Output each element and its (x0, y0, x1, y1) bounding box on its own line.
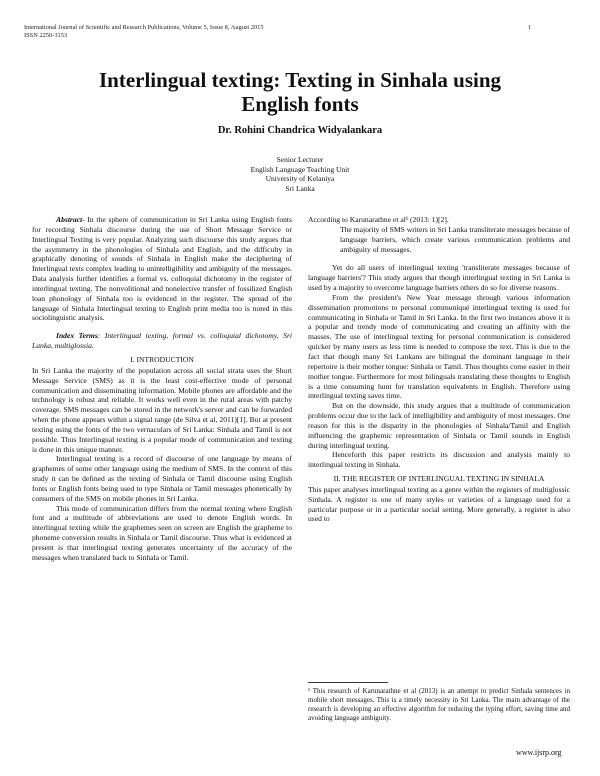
paper-title: Interlingual texting: Texting in Sinhala using English fonts (98, 68, 502, 116)
section-heading-introduction: I. INTRODUCTION (130, 354, 194, 364)
paragraph: In Sri Lanka the majority of the population across all social strata uses the Short Message Service (SMS) as it is the least cost-effective mode of personal communication and disseminating information. Mobile phones are affordable and the technology is robust and reliable. It works well even in the rural areas with patchy coverage. SMS messages can be stored in the network's server and can be forwarded when the phone appears within a signal range (de Silva et al, 2011)[1]. But at present texting using the fonts of the two vernaculars of Sri Lanka: Sinhala and Tamil is not possible. Thus Interlingual texting is a popular mode of communication and texting is done in this unique manner. (32, 365, 292, 454)
footnote: ¹ This research of Karunarathne et al (2013) is an attempt to predict Sinhala sentences in mobile short messages. This is a timely necessity in Sri Lanka. The main advantage of the research is developing an effective algorithm for reducing the typing effort, saving time and avoiding language ambiguity. (308, 687, 570, 723)
index-terms (32, 331, 292, 351)
page-number: 1 (528, 24, 532, 31)
right-column (308, 215, 570, 524)
footnote-rule (308, 682, 388, 683)
left-column (32, 215, 292, 563)
paragraph: From the president's New Year message through various information dissemination promotions to personal communiqué interlingual texting is used for communicating in Sinhala or Tamil in Sri Lanka. In the first two instances above it is a popular and trendy mode of communicating and creating an affinity with the masses. The use of interlingual texting for personal communication is considered quicker by many users as less time is needed to compose the text. This is due to the fact that though many Sri Lankans are bilingual the dominant language in their repertoire is their mother tongue: Sinhala or Tamil. Thus thoughts come easier in their mother tongue. Furthermore for most bilinguals translating these thoughts to English is a time consuming hunt for translation equivalents in English. Therefore using interlingual texting saves time. (308, 292, 570, 401)
affiliation-line: Sri Lanka (285, 183, 315, 193)
journal-name: International Journal of Scientific and Research Publications, Volume 5, Issue 8, August 2015 (24, 24, 264, 31)
paragraph: This paper analyses interlingual texting as a genre within the registers of multiglossic Sinhala. A register is one of many styles or varieties of a language used for a particular purpose or in a particular social setting. More generally, a register is also used to (308, 484, 570, 524)
affiliation-line: English Language Teaching Unit (250, 164, 350, 174)
footer-url[interactable]: www.ijsrp.org (516, 748, 562, 757)
paragraph: This mode of communication differs from the normal texting where English font and a multitude of abbreviations are used to denote English words. In interlingual texting while the graphemes seen on screen are English the grapheme to phoneme conversion results in Sinhala or Tamil discourse. Thus what is evidenced at present is that interlingual texting generates uncertainty of the accuracy of the messages when translated back to Sinhala or Tamil. (32, 503, 292, 562)
paragraph: But on the downside, this study argues that a multitude of communication problems occur due to the lack of intelligibility and ambiguity of most messages. One reason for this is the disparity in the phonologies of Sinhala/Tamil and English influencing the graphemic representation of Sinhala or Tamil sounds in English during interlingual texting. (308, 401, 570, 450)
paragraph: Henceforth this paper restricts its discussion and analysis mainly to interlingual texting in Sinhala. (308, 450, 570, 470)
block-quote: The majority of SMS writers in Sri Lanka transliterate messages because of language barriers, which create various communication problems and ambiguity of messages. (340, 224, 570, 254)
issn: ISSN 2250-3153 (24, 32, 68, 39)
abstract-label: Abstract- (56, 215, 85, 224)
author-name: Dr. Rohini Chandrica Widyalankara (217, 125, 383, 136)
affiliation-line: Senior Lecturer (276, 155, 324, 164)
paragraph: Interlingual texting is a record of discourse of one language by means of graphemes of some other language using the medium of SMS. In the context of this study it can be defined as the texting of Sinhala or Tamil discourse using English fonts or English fonts being used to type Sinhala or Tamil messages phonetically by consumers of the SMS on mobile phones in Sri Lanka. (32, 454, 292, 503)
affiliation-line: University of Kelaniya (265, 174, 335, 184)
abstract-text: In the sphere of communication in Sri Lanka using English fonts for recording Sinhala discourse during the use of Short Message Service or Interlingual Texting is very popular. Analyzing such discourse this study argues that the asymmetry in the phonologies of Sinhala and English, and the difficulty in graphically denoting of sounds of Sinhala in English make the deciphering of Interlingual texts complex leading to unintelligibility and ambiguity of the messages. Data analysis further identifies a formal vs. colloquial dichotomy in the register of interlingual texting. The nonvolitional and nonelective transfer of fossilized English loan phonology of Sinhala too is evidenced in the register. The spread of the language of Sinhala Interlingual texting to English print media too is noted in this sociolinguistic analysis. (32, 215, 292, 323)
abstract (32, 215, 292, 323)
affiliation (0, 155, 600, 193)
paragraph: According to Karunarathne et al¹ (2013: 1)[2]. (308, 215, 449, 224)
index-terms-label: Index Terms (56, 331, 98, 341)
journal-header (24, 24, 264, 40)
index-terms-text: : Interlingual texting, formal vs. colloquial dichotomy, Sri Lanka, multiglossia. (32, 331, 293, 351)
section-heading-register: II. THE REGISTER OF INTERLINGUAL TEXTING IN SINHALA (333, 474, 545, 484)
paragraph: Yet do all users of interlingual texting 'transliterate messages because of language barriers'? This study argues that though interlingual texting in Sri Lanka is used by a majority to overcome language barriers others do so for diverse reasons. (308, 263, 570, 293)
